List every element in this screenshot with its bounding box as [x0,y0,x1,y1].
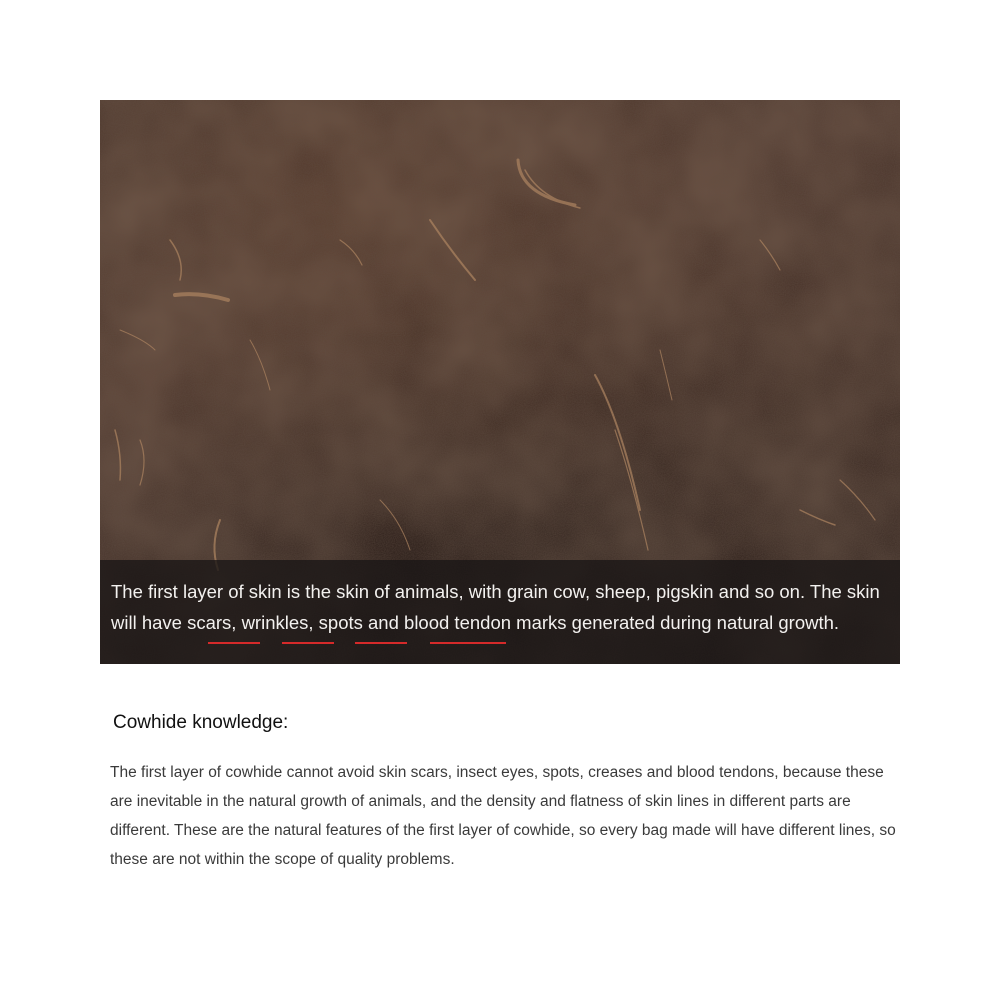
highlight-underline-blood-tendon [430,642,506,644]
caption-overlay [100,560,900,664]
highlight-underline-spots [355,642,407,644]
highlight-underline-wrinkles [282,642,334,644]
highlight-underline-scars [208,642,260,644]
image-caption: The first layer of skin is the skin of animals, with grain cow, sheep, pigskin and so on. The skin will have scars, wrinkles, spots and blood tendon marks generated during natural growth. [111,581,880,633]
section-body: The first layer of cowhide cannot avoid skin scars, insect eyes, spots, creases and blood tendons, because these are inevitable in the natural growth of animals, and the density and flatness of skin lines in different parts are different. These are the natural features of the first layer of cowhide, so every bag made will have different lines, so these are not within the scope of quality problems. [110,764,896,868]
leather-texture-image [100,100,900,664]
section-title: Cowhide knowledge: [113,712,289,733]
